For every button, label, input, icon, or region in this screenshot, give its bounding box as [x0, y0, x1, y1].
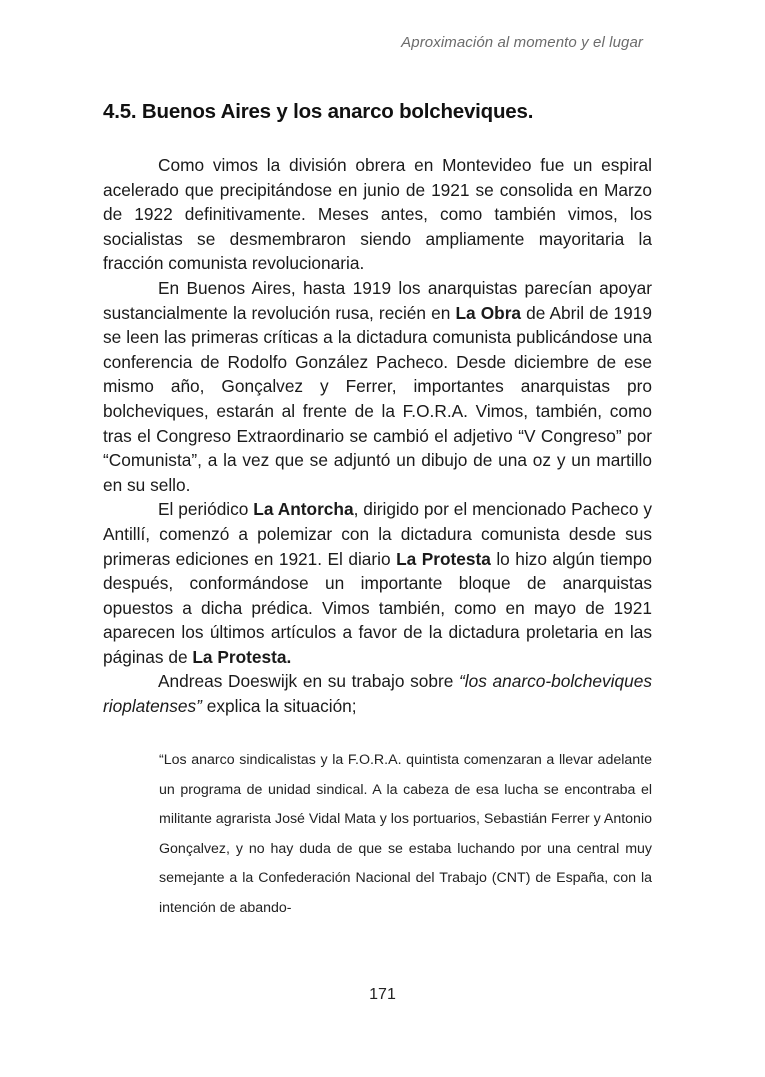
- la-protesta-title: La Protesta: [396, 548, 491, 569]
- p4-text-a: Andreas Doeswijk en su trabajo sobre: [158, 671, 460, 692]
- section-heading: 4.5. Buenos Aires y los anarco bolcheviques.: [103, 100, 534, 123]
- p2-text-a: En Buenos Aires, hasta 1919 los anarquistas parecían apoyar sustancialmente la revolución rusa, recién en: [103, 277, 652, 323]
- paragraph-4: [103, 669, 652, 718]
- paragraph-3: [103, 497, 652, 669]
- work-title: “los anarco-bolcheviques rioplatenses”: [103, 671, 652, 717]
- quote-text: “Los anarco sindicalistas y la F.O.R.A. quintista comenzaran a llevar adelante un programa de unidad sindical. A la cabeza de esa lucha se encontraba el militante agrarista José Vidal Mata y los portuarios, Sebastián Ferrer y Antonio Gonçalvez, y no hay duda de que se estaba luchando por una central muy semejante a la Confederación Nacional del Trabajo (CNT) de España, con la intención de abando-: [159, 752, 652, 916]
- la-antorcha-title: La Antorcha: [253, 499, 354, 520]
- p4-text-c: explica la situación;: [201, 696, 357, 717]
- la-obra-title: La Obra: [455, 302, 522, 323]
- p3-text-c: , dirigido por el mencionado Pacheco y Antillí, comenzó a polemizar con la dictadura comunista desde sus primeras ediciones en 1921. El diario: [103, 499, 652, 569]
- block-quote: [159, 746, 652, 924]
- paragraph-1: Como vimos la división obrera en Montevideo fue un espiral acelerado que precipitándose en junio de 1921 se consolida en Marzo de 1922 definitivamente. Meses antes, como también vimos, los socialistas se desmembraron siendo ampliamente mayoritaria la fracción comunista revolucionaria.: [103, 155, 652, 274]
- body-text: [103, 153, 652, 719]
- paragraph-2: [103, 276, 652, 497]
- p2-text-c: de Abril de 1919 se leen las primeras críticas a la dictadura comunista publicándose una conferencia de Rodolfo González Pacheco. Desde diciembre de ese mismo año, Gonçalvez y Ferrer, importantes anarquistas pro bolcheviques, estarán al frente de la F.O.R.A. Vimos, también, como tras el Congreso Extraordinario se cambió el adjetivo “V Congreso” por “Comunista”, a la vez que se adjuntó un dibujo de una oz y un martillo en su sello.: [103, 302, 652, 495]
- page-number: 171: [369, 986, 396, 1003]
- running-header: Aproximación al momento y el lugar: [401, 34, 643, 51]
- la-protesta-title-2: La Protesta.: [192, 646, 292, 667]
- p3-text-e: lo hizo algún tiempo después, conformándose un importante bloque de anarquistas opuestos a dicha prédica. Vimos también, como en mayo de 1921 aparecen los últimos artículos a favor de la dictadura proletaria en las páginas de: [103, 548, 652, 667]
- p3-text-a: El periódico: [158, 499, 254, 520]
